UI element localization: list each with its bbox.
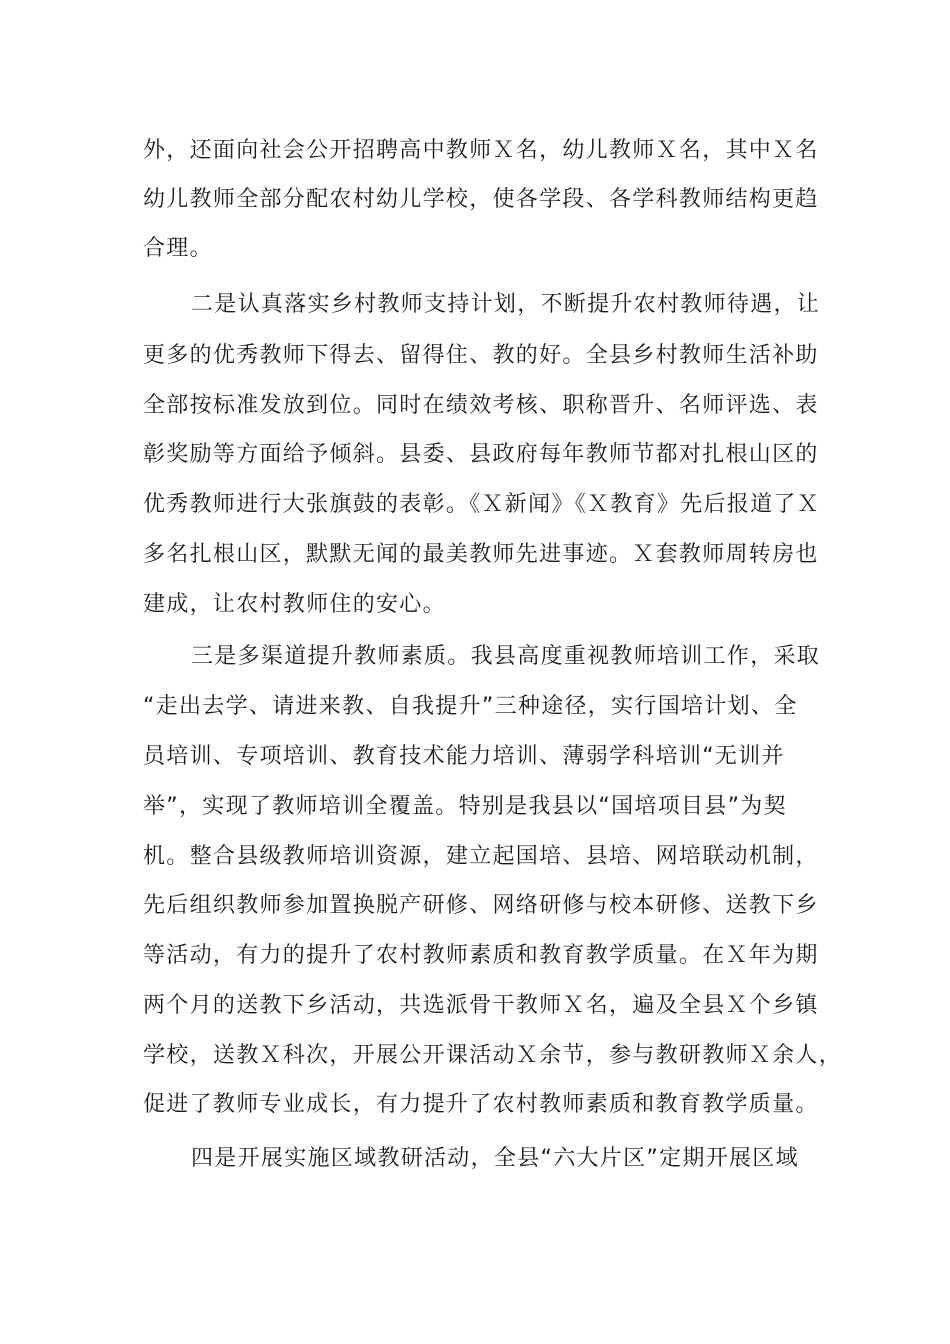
text-line: 机。整合县级教师培训资源，建立起国培、县培、网培联动机制， <box>143 844 819 869</box>
text-line: 举”，实现了教师培训全覆盖。特别是我县以“国培项目县”为契 <box>143 794 787 819</box>
text-line: 全部按标准发放到位。同时在绩效考核、职称晋升、名师评选、表 <box>143 393 819 418</box>
text-line: 促进了教师专业成长，有力提升了农村教师素质和教育教学质量。 <box>143 1092 819 1117</box>
text-line: 幼儿教师全部分配农村幼儿学校，使各学段、各学科教师结构更趋 <box>143 187 819 212</box>
text-line: 更多的优秀教师下得去、留得住、教的好。全县乡村教师生活补助 <box>143 343 819 368</box>
paragraph-start-line: 三是多渠道提升教师素质。我县高度重视教师培训工作，采取 <box>191 644 821 669</box>
text-line: “走出去学、请进来教、自我提升”三种途径，实行国培计划、全 <box>143 694 798 719</box>
text-line: 外，还面向社会公开招聘高中教师Ｘ名，幼儿教师Ｘ名，其中Ｘ名 <box>143 138 819 163</box>
text-line: 员培训、专项培训、教育技术能力培训、薄弱学科培训“无训并 <box>143 744 785 769</box>
text-line: 多名扎根山区，默默无闻的最美教师先进事迹。Ｘ套教师周转房也 <box>143 542 819 567</box>
text-line: 建成，让农村教师住的安心。 <box>143 592 446 617</box>
text-line: 等活动，有力的提升了农村教师素质和教育教学质量。在Ｘ年为期 <box>143 943 819 968</box>
text-line: 优秀教师进行大张旗鼓的表彰。《Ｘ新闻》《Ｘ教育》先后报道了Ｘ <box>143 492 821 517</box>
text-line: 彰奖励等方面给予倾斜。县委、县政府每年教师节都对扎根山区的 <box>143 442 819 467</box>
paragraph-start-line: 二是认真落实乡村教师支持计划，不断提升农村教师待遇，让 <box>191 292 821 317</box>
text-line: 合理。 <box>143 236 213 261</box>
text-line: 先后组织教师参加置换脱产研修、网络研修与校本研修、送教下乡 <box>143 893 819 918</box>
paragraph-start-line: 四是开展实施区域教研活动，全县“六大片区”定期开展区域 <box>191 1146 799 1171</box>
text-line: 两个月的送教下乡活动，共选派骨干教师Ｘ名，遍及全县Ｘ个乡镇 <box>143 993 819 1018</box>
text-line: 学校，送教Ｘ科次，开展公开课活动Ｘ余节，参与教研教师Ｘ余人， <box>143 1043 843 1068</box>
